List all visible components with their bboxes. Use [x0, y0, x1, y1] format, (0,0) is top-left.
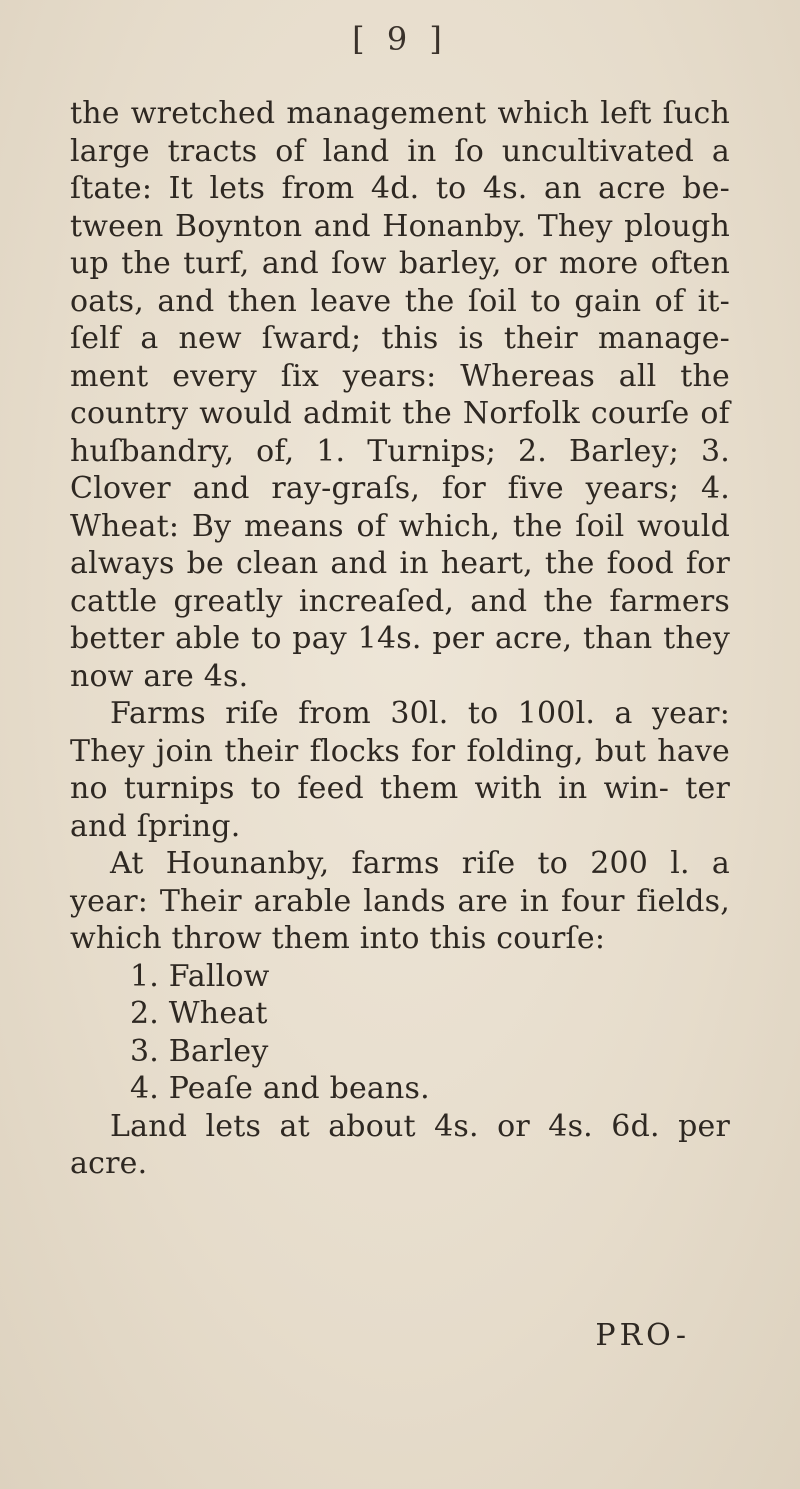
- course-item-barley: 3. Barley: [130, 1033, 269, 1069]
- course-item-wheat: 2. Wheat: [130, 996, 268, 1031]
- course-item-pease: 4. Peaſe and beans.: [130, 1071, 430, 1106]
- paragraph-closing: Land lets at about 4s. or 4s. 6d. per acre.: [70, 1108, 730, 1181]
- course-item-fallow: 1. Fallow: [130, 958, 270, 994]
- paragraph-3: At Hounanby, farms riſe to 200 l. a year: Their arable lands are in four fields, which throw them into this courſe:: [70, 846, 730, 956]
- paragraph-2: Farms riſe from 30l. to 100l. a year: They join their flocks for folding, but have no turnips to feed them with in win- ter and ſpring.: [70, 696, 730, 844]
- course-list: [70, 958, 730, 1108]
- paragraph-1: the wretched management which left ſuch large tracts of land in ſo uncultivated a ſtate: It lets from 4d. to 4s. an acre be- tween Boynton and Honanby. They plough up the turf, and ſow barley, or more often oats, and then leave the ſoil to gain of it- ſelf a new ſward; this is their manage- ment every ſix years: Whereas all the country would admit the Norfolk courſe of huſbandry, of, 1. Turnips; 2. Barley; 3. Clover and ray-graſs, for five years; 4. Wheat: By means of which, the ſoil would always be clean and in heart, the food for cattle greatly increaſed, and the farmers better able to pay 14s. per acre, than they now are 4s.: [70, 96, 730, 694]
- catchword: PRO-: [595, 1318, 690, 1353]
- page-number: [ 9 ]: [352, 20, 448, 58]
- page-body: [70, 95, 730, 1183]
